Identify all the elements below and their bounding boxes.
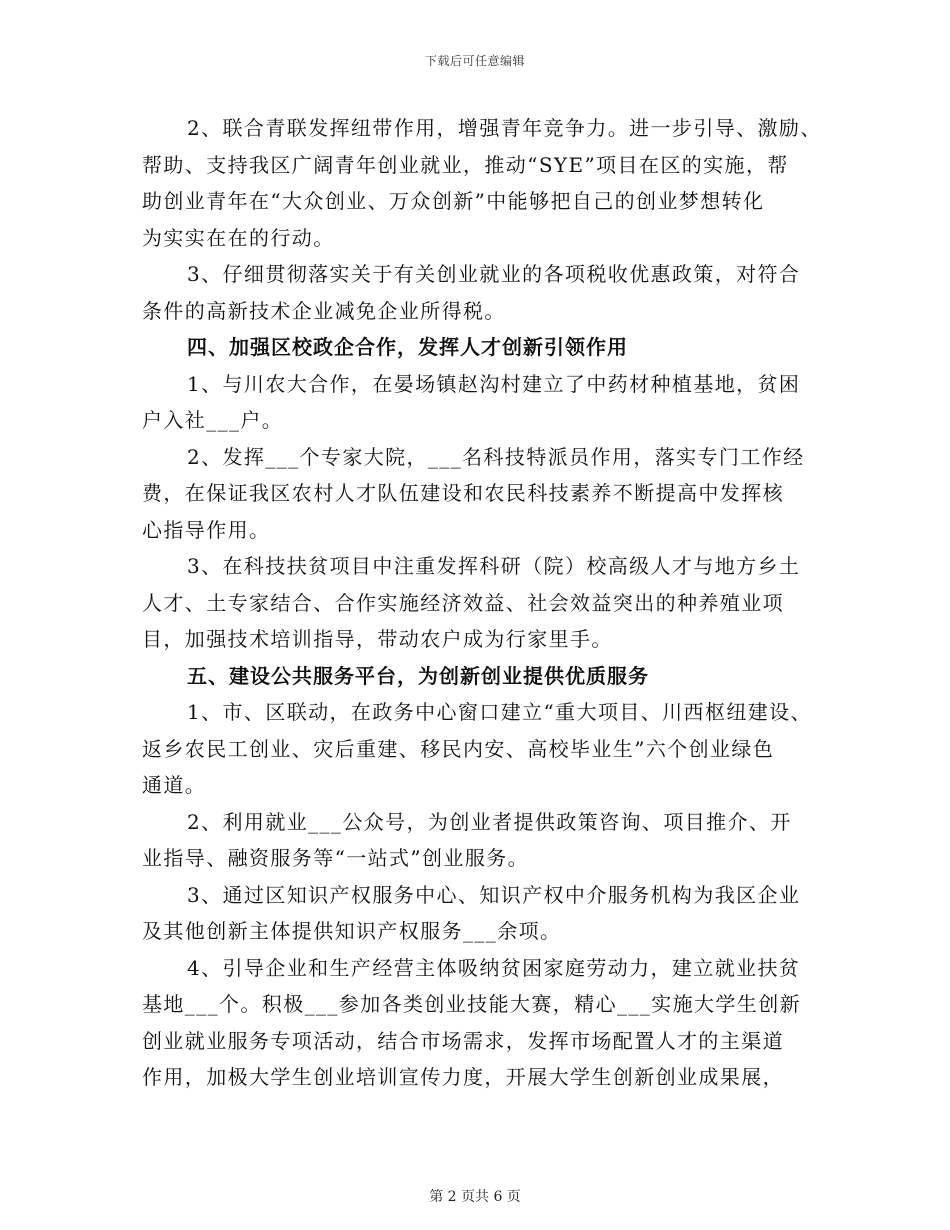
paragraph-line: 2、利用就业___公众号，为创业者提供政策咨询、项目推介、开 bbox=[187, 809, 792, 834]
paragraph-line: 及其他创新主体提供知识产权服务___余项。 bbox=[142, 919, 562, 943]
paragraph-line: 1、市、区联动，在政务中心窗口建立“重大项目、川西枢纽建设、 bbox=[187, 700, 812, 724]
paragraph-line: 业指导、融资服务等“一站式”创业服务。 bbox=[142, 846, 530, 870]
paragraph-line: 户入社___户。 bbox=[142, 408, 284, 432]
paragraph-line: 4、引导企业和生产经营主体吸纳贫困家庭劳动力，建立就业扶贫 bbox=[187, 955, 801, 980]
paragraph-line: 3、在科技扶贫项目中注重发挥科研（院）校高级人才与地方乡土 bbox=[187, 554, 801, 578]
paragraph-line: 为实实在在的行动。 bbox=[142, 225, 335, 250]
section-heading: 五、建设公共服务平台，为创新创业提供优质服务 bbox=[187, 663, 649, 688]
paragraph-line: 3、通过区知识产权服务中心、知识产权中介服务机构为我区企业 bbox=[187, 882, 801, 907]
paragraph-line: 作用，加极大学生创业培训宣传力度，开展大学生创新创业成果展， bbox=[142, 1065, 784, 1089]
page-header-note: 下载后可任意编辑 bbox=[424, 54, 525, 68]
paragraph-line: 返乡农民工创业、灾后重建、移民内安、高校毕业生”六个创业绿色 bbox=[142, 736, 775, 761]
paragraph-line: 2、联合青联发挥纽带作用，增强青年竞争力。进一步引导、激励、 bbox=[187, 116, 822, 140]
paragraph-line: 条件的高新技术企业减免企业所得税。 bbox=[142, 298, 506, 323]
section-heading: 四、加强区校政企合作，发挥人才创新引领作用 bbox=[187, 335, 628, 359]
paragraph-line: 创业就业服务专项活动，结合市场需求，发挥市场配置人才的主渠道 bbox=[142, 1028, 784, 1053]
paragraph-line: 助创业青年在“大众创业、万众创新”中能够把自己的创业梦想转化 bbox=[142, 189, 765, 213]
paragraph-line: 2、发挥___个专家大院，___名科技特派员作用，落实专门工作经 bbox=[187, 444, 805, 469]
paragraph-line: 目，加强技术培训指导，带动农户成为行家里手。 bbox=[142, 627, 613, 651]
paragraph-line: 3、仔细贯彻落实关于有关创业就业的各项税收优惠政策，对符合 bbox=[187, 262, 801, 286]
paragraph-line: 1、与川农大合作，在晏场镇赵沟村建立了中药材种植基地，贫困 bbox=[187, 371, 801, 396]
document-body bbox=[142, 110, 822, 1096]
page-number: 第 2 页共 6 页 bbox=[429, 1189, 521, 1205]
paragraph-line: 帮助、支持我区广阔青年创业就业，推动“SYE”项目在区的实施，帮 bbox=[142, 152, 789, 177]
paragraph-line: 基地___个。积极___参加各类创业技能大赛，精心___实施大学生创新 bbox=[142, 992, 801, 1016]
paragraph-line: 人才、土专家结合、合作实施经济效益、社会效益突出的种养殖业项 bbox=[142, 590, 784, 615]
paragraph-line: 心指导作用。 bbox=[142, 517, 271, 542]
paragraph-line: 费，在保证我区农村人才队伍建设和农民科技素养不断提高中发挥核 bbox=[142, 481, 784, 505]
paragraph-line: 通道。 bbox=[142, 773, 207, 797]
